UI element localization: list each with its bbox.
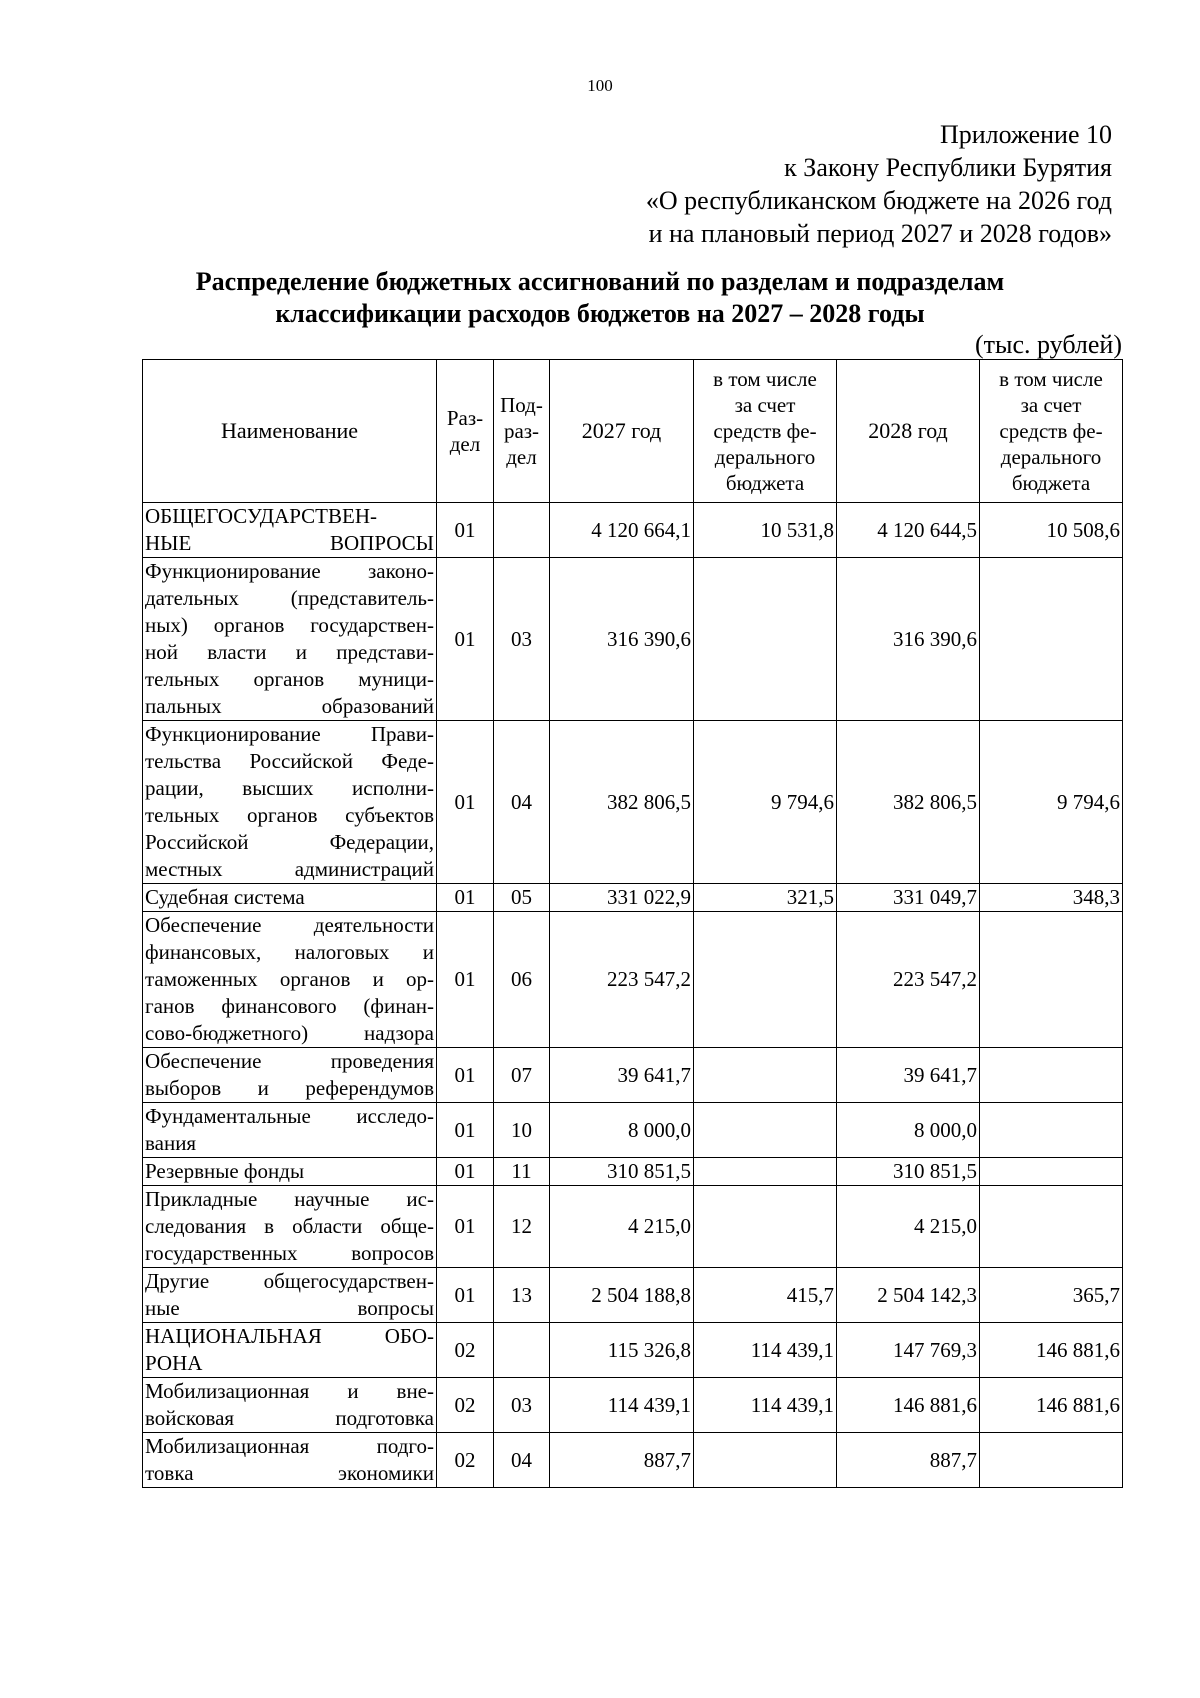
row-federal-2028: 146 881,6: [980, 1378, 1123, 1433]
table-row: [143, 1323, 1123, 1378]
row-section: 02: [437, 1433, 494, 1488]
document-title: [0, 266, 1200, 330]
units-label: (тыс. рублей): [974, 330, 1122, 359]
row-federal-2027: [694, 1186, 837, 1268]
row-federal-2028: [980, 912, 1123, 1048]
appendix-line: к Закону Республики Бурятия: [784, 153, 1112, 182]
row-federal-2027: 114 439,1: [694, 1323, 837, 1378]
row-federal-2027: [694, 558, 837, 721]
row-section: 02: [437, 1323, 494, 1378]
row-section: 01: [437, 1158, 494, 1186]
header-2027: 2027 год: [550, 360, 694, 503]
row-federal-2028: [980, 1048, 1123, 1103]
row-amount-2027: 39 641,7: [550, 1048, 694, 1103]
row-subsection: 03: [494, 558, 550, 721]
row-name: Резервные фонды: [143, 1158, 437, 1186]
row-amount-2028: 223 547,2: [837, 912, 980, 1048]
row-amount-2027: 4 215,0: [550, 1186, 694, 1268]
table-row: [143, 721, 1123, 884]
row-amount-2027: 223 547,2: [550, 912, 694, 1048]
row-section: 02: [437, 1378, 494, 1433]
row-subsection: 12: [494, 1186, 550, 1268]
row-name: Функционирование Прави- тельства Российской Феде- рации, высших исполни- тельных органов субъектов Российской Федерации, местных администраций: [143, 721, 437, 884]
row-federal-2027: [694, 1103, 837, 1158]
row-federal-2027: 415,7: [694, 1268, 837, 1323]
row-federal-2027: 9 794,6: [694, 721, 837, 884]
table-row: [143, 558, 1123, 721]
header-federal-2027: в том числе за счет средств фе- дерального бюджета: [694, 360, 837, 503]
row-name: Судебная система: [143, 884, 437, 912]
row-amount-2027: 114 439,1: [550, 1378, 694, 1433]
table-row: [143, 503, 1123, 558]
table-row: [143, 1268, 1123, 1323]
row-subsection: 04: [494, 1433, 550, 1488]
row-amount-2028: 310 851,5: [837, 1158, 980, 1186]
row-subsection: [494, 1323, 550, 1378]
row-subsection: 05: [494, 884, 550, 912]
row-federal-2027: [694, 1433, 837, 1488]
row-amount-2028: 147 769,3: [837, 1323, 980, 1378]
row-name: Фундаментальные исследо- вания: [143, 1103, 437, 1158]
row-name: НАЦИОНАЛЬНАЯ ОБО- РОНА: [143, 1323, 437, 1378]
row-name: Мобилизационная и вне- войсковая подготовка: [143, 1378, 437, 1433]
row-subsection: 07: [494, 1048, 550, 1103]
row-name: Обеспечение деятельности финансовых, налоговых и таможенных органов и ор- ганов финансового (финан- сово-бюджетного) надзора: [143, 912, 437, 1048]
row-subsection: 10: [494, 1103, 550, 1158]
row-amount-2028: 382 806,5: [837, 721, 980, 884]
header-2028: 2028 год: [837, 360, 980, 503]
row-federal-2028: 10 508,6: [980, 503, 1123, 558]
header-federal-2028: в том числе за счет средств фе- дерального бюджета: [980, 360, 1123, 503]
row-federal-2028: [980, 1186, 1123, 1268]
row-amount-2028: 887,7: [837, 1433, 980, 1488]
row-subsection: 04: [494, 721, 550, 884]
row-federal-2028: [980, 1103, 1123, 1158]
row-federal-2028: 9 794,6: [980, 721, 1123, 884]
row-amount-2028: 146 881,6: [837, 1378, 980, 1433]
row-section: 01: [437, 1103, 494, 1158]
row-amount-2027: 316 390,6: [550, 558, 694, 721]
row-amount-2027: 331 022,9: [550, 884, 694, 912]
row-amount-2027: 2 504 188,8: [550, 1268, 694, 1323]
row-federal-2028: [980, 558, 1123, 721]
row-section: 01: [437, 721, 494, 884]
row-federal-2028: [980, 1158, 1123, 1186]
row-federal-2028: 365,7: [980, 1268, 1123, 1323]
row-section: 01: [437, 884, 494, 912]
appendix-header: [412, 118, 1112, 250]
row-section: 01: [437, 1048, 494, 1103]
row-section: 01: [437, 503, 494, 558]
row-name: Мобилизационная подго- товка экономики: [143, 1433, 437, 1488]
row-amount-2028: 2 504 142,3: [837, 1268, 980, 1323]
row-section: 01: [437, 1268, 494, 1323]
row-amount-2027: 887,7: [550, 1433, 694, 1488]
appendix-line: и на плановый период 2027 и 2028 годов»: [648, 219, 1112, 248]
budget-table: [142, 359, 1123, 1488]
row-federal-2027: [694, 1158, 837, 1186]
row-federal-2027: 114 439,1: [694, 1378, 837, 1433]
table-header-row: [143, 360, 1123, 503]
page-number: 100: [587, 76, 613, 95]
row-amount-2028: 4 120 644,5: [837, 503, 980, 558]
row-amount-2028: 316 390,6: [837, 558, 980, 721]
row-amount-2028: 331 049,7: [837, 884, 980, 912]
row-federal-2027: [694, 912, 837, 1048]
row-subsection: 13: [494, 1268, 550, 1323]
table-body: [143, 503, 1123, 1488]
table-row: [143, 1103, 1123, 1158]
row-subsection: 06: [494, 912, 550, 1048]
row-amount-2027: 8 000,0: [550, 1103, 694, 1158]
title-line: Распределение бюджетных ассигнований по разделам и подразделам: [195, 267, 1005, 296]
row-federal-2027: [694, 1048, 837, 1103]
row-federal-2028: [980, 1433, 1123, 1488]
row-federal-2028: 348,3: [980, 884, 1123, 912]
row-federal-2027: 10 531,8: [694, 503, 837, 558]
row-amount-2027: 4 120 664,1: [550, 503, 694, 558]
table-row: [143, 1378, 1123, 1433]
row-name: Другие общегосударствен- ные вопросы: [143, 1268, 437, 1323]
table-row: [143, 1048, 1123, 1103]
row-section: 01: [437, 1186, 494, 1268]
row-name: Прикладные научные ис- следования в области обще- государственных вопросов: [143, 1186, 437, 1268]
table-row: [143, 1158, 1123, 1186]
row-federal-2027: 321,5: [694, 884, 837, 912]
row-federal-2028: 146 881,6: [980, 1323, 1123, 1378]
header-name: Наименование: [143, 360, 437, 503]
title-line: классификации расходов бюджетов на 2027 – 2028 годы: [275, 299, 925, 328]
row-subsection: 03: [494, 1378, 550, 1433]
row-amount-2027: 382 806,5: [550, 721, 694, 884]
table-row: [143, 912, 1123, 1048]
table-row: [143, 1433, 1123, 1488]
row-amount-2028: 39 641,7: [837, 1048, 980, 1103]
header-section: Раз- дел: [437, 360, 494, 503]
appendix-line: Приложение 10: [939, 120, 1112, 149]
row-amount-2028: 8 000,0: [837, 1103, 980, 1158]
row-subsection: 11: [494, 1158, 550, 1186]
row-section: 01: [437, 912, 494, 1048]
row-name: Функционирование законо- дательных (представитель- ных) органов государствен- ной власти и представи- тельных органов муници- пальных образований: [143, 558, 437, 721]
row-amount-2027: 115 326,8: [550, 1323, 694, 1378]
row-section: 01: [437, 558, 494, 721]
table-row: [143, 1186, 1123, 1268]
row-name: Обеспечение проведения выборов и референдумов: [143, 1048, 437, 1103]
row-subsection: [494, 503, 550, 558]
table-row: [143, 884, 1123, 912]
row-amount-2028: 4 215,0: [837, 1186, 980, 1268]
header-subsection: Под- раз- дел: [494, 360, 550, 503]
appendix-line: «О республиканском бюджете на 2026 год: [645, 186, 1112, 215]
row-name: ОБЩЕГОСУДАРСТВЕН- НЫЕ ВОПРОСЫ: [143, 503, 437, 558]
row-amount-2027: 310 851,5: [550, 1158, 694, 1186]
